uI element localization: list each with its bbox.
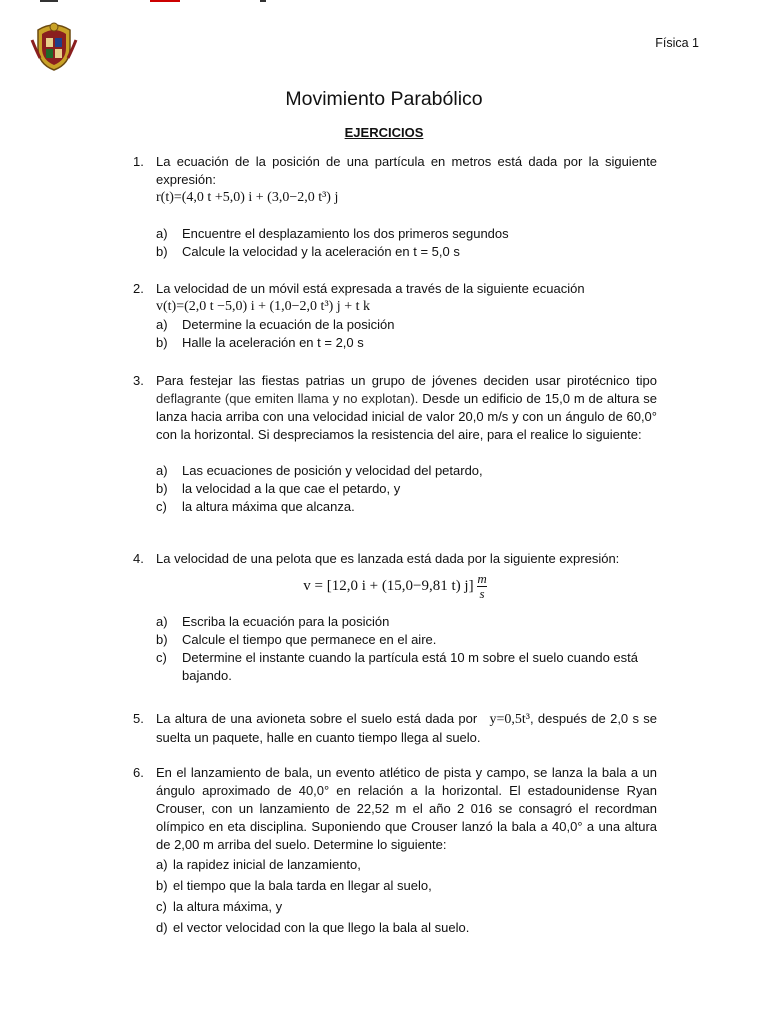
option: b) Calcule la velocidad y la aceleración en t = 5,0 s bbox=[156, 244, 460, 259]
exercise-number: 6. bbox=[133, 765, 144, 780]
exercise-number: 1. bbox=[133, 154, 144, 169]
exercise-number: 3. bbox=[133, 373, 144, 388]
unit-fraction: $\frac{m}{s}$ bbox=[477, 571, 487, 601]
exercise-3 bbox=[133, 372, 657, 516]
option: a) Escriba la ecuación para la posición bbox=[156, 614, 390, 629]
exercise-options bbox=[156, 462, 657, 516]
exercise-1 bbox=[133, 153, 657, 261]
top-cropped-line bbox=[0, 0, 768, 3]
exercise-6 bbox=[133, 764, 657, 938]
option: a) Encuentre el desplazamiento los dos primeros segundos bbox=[156, 226, 509, 241]
section-subtitle: EJERCICIOS bbox=[344, 125, 424, 140]
page-title: Movimiento Parabólico bbox=[285, 88, 483, 110]
exercise-options bbox=[156, 316, 657, 352]
inline-equation: y=0,5t³ bbox=[489, 712, 530, 727]
exercise-4 bbox=[133, 550, 657, 685]
exercise-options bbox=[156, 225, 657, 261]
exercise-text: La altura de una avioneta sobre el suelo está dada por y=0,5t³, después de 2,0 s se suelta un paquete, halle en cuanto tiempo llega al suelo. bbox=[156, 711, 657, 745]
option: c) la altura máxima, y bbox=[156, 899, 283, 914]
exercise-number: 4. bbox=[133, 551, 144, 566]
exercise-number: 5. bbox=[133, 711, 144, 726]
course-label: Física 1 bbox=[655, 36, 699, 50]
university-crest-logo bbox=[30, 20, 78, 72]
option: a) la rapidez inicial de lanzamiento, bbox=[156, 857, 361, 872]
exercise-2 bbox=[133, 280, 657, 352]
option: b) la velocidad a la que cae el petardo, y bbox=[156, 481, 401, 496]
option: b) Calcule el tiempo que permanece en el aire. bbox=[156, 632, 437, 647]
option: a) Las ecuaciones de posición y velocidad del petardo, bbox=[156, 463, 483, 478]
exercise-text: En el lanzamiento de bala, un evento atlético de pista y campo, se lanza la bala a un ángulo aproximado de 40,0° en relación a la horizontal. El estadounidense Ryan Crouser, con un lanzamiento de 22,52 m el año 2 016 se consagró el recordman olímpico en eta disciplina. Suponiendo que Crouser lanzó la bala a 40,0° a una altura de 2,00 m arriba del suelo. Determine lo siguiente: bbox=[156, 765, 657, 852]
exercise-options bbox=[156, 854, 657, 938]
exercise-equation: v = [12,0 i + (15,0−9,81 t) j] $\frac{m}{s}$ bbox=[303, 571, 487, 601]
highlighted-phrase: deflagrante (que emiten llama y no explotan). bbox=[156, 391, 419, 406]
exercise-text: La velocidad de una pelota que es lanzada está dada por la siguiente expresión: bbox=[156, 551, 620, 566]
exercise-equation: r(t)=(4,0 t +5,0) i + (3,0−2,0 t³) j bbox=[156, 190, 339, 205]
exercise-options bbox=[156, 613, 657, 685]
exercise-number: 2. bbox=[133, 281, 144, 296]
exercise-text: La ecuación de la posición de una partícula en metros está dada por la siguiente expresión: bbox=[156, 154, 657, 187]
exercise-5 bbox=[133, 710, 657, 747]
option: c) la altura máxima que alcanza. bbox=[156, 499, 355, 514]
exercise-text: La velocidad de un móvil está expresada a través de la siguiente ecuación bbox=[156, 281, 585, 296]
exercise-text: Para festejar las fiestas patrias un grupo de jóvenes deciden usar pirotécnico tipo deflagrante (que emiten llama y no explotan). Desde un edificio de 15,0 m de altura se lanza hacia arriba con una velocidad inicial de valor 20,0 m/s y con un ángulo de 60,0° con la horizontal. Si despreciamos la resistencia del aire, para el realice lo siguiente: bbox=[156, 373, 657, 442]
option: d) el vector velocidad con la que llego la bala al suelo. bbox=[156, 920, 470, 935]
option: a) Determine la ecuación de la posición bbox=[156, 317, 395, 332]
option: c) Determine el instante cuando la partícula está 10 m sobre el suelo cuando está bajando. bbox=[156, 650, 638, 683]
exercise-equation: v(t)=(2,0 t −5,0) i + (1,0−2,0 t³) j + t k bbox=[156, 299, 370, 314]
option: b) Halle la aceleración en t = 2,0 s bbox=[156, 335, 364, 350]
option: b) el tiempo que la bala tarda en llegar al suelo, bbox=[156, 878, 432, 893]
